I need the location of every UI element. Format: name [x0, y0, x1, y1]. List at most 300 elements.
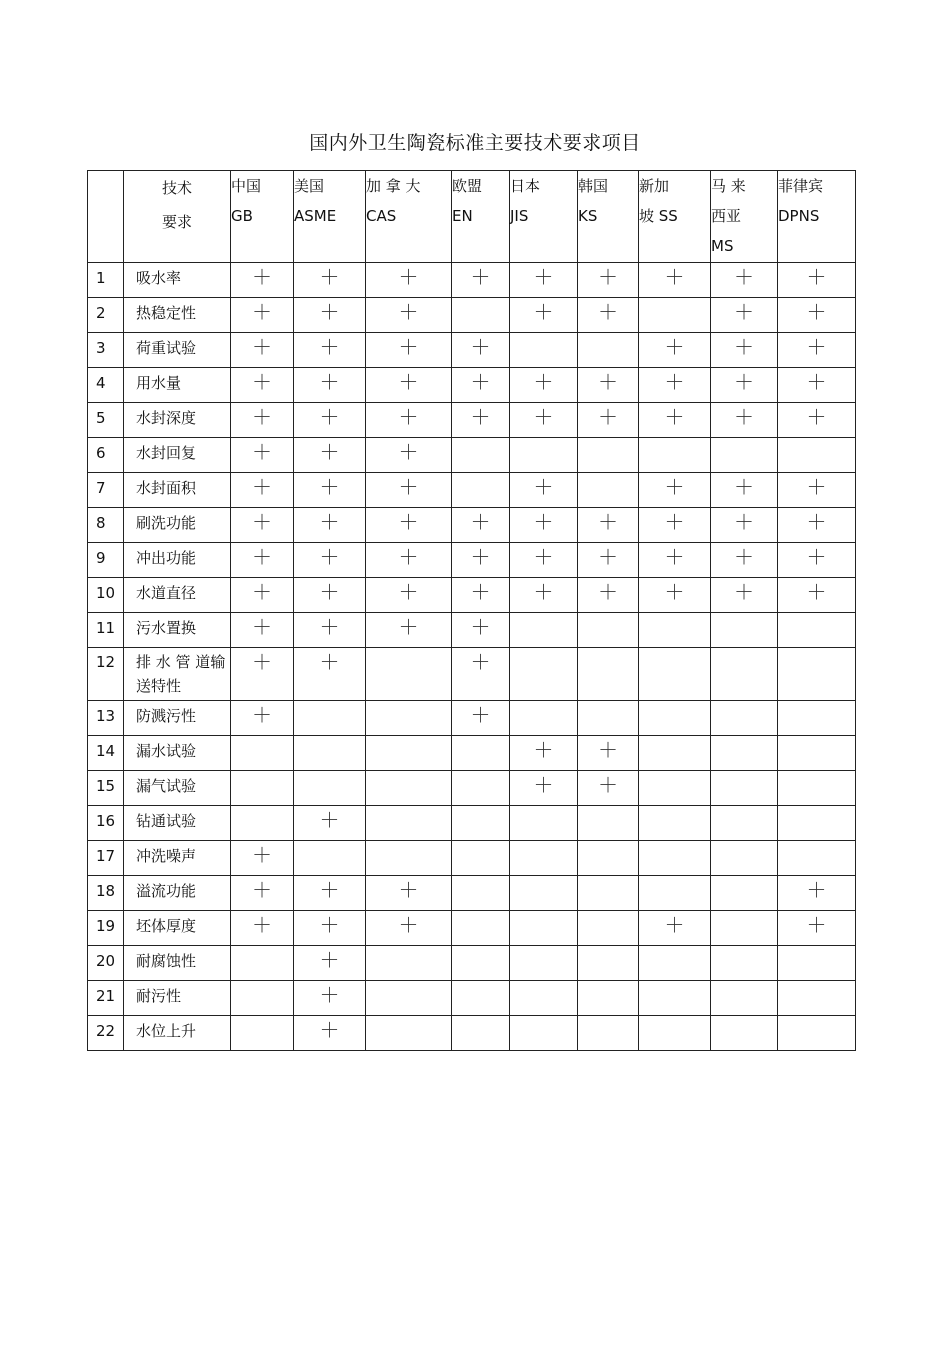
- requirement-mark-cell: [711, 981, 778, 1016]
- requirement-mark-cell: ＋: [711, 403, 778, 438]
- requirement-mark-cell: ＋: [639, 403, 711, 438]
- requirement-mark-cell: [510, 438, 578, 473]
- header-req-line1: 技术: [161, 179, 192, 197]
- row-number: 10: [88, 578, 124, 613]
- row-number: 15: [88, 771, 124, 806]
- standard-country: 菲律宾: [778, 177, 824, 195]
- standard-code: 坡 SS: [639, 207, 678, 225]
- row-number: 12: [88, 648, 124, 701]
- requirement-mark-cell: ＋: [231, 403, 294, 438]
- table-row: [88, 508, 856, 543]
- requirement-mark-cell: [510, 876, 578, 911]
- requirement-mark-cell: ＋: [452, 508, 510, 543]
- requirement-mark-cell: ＋: [366, 508, 452, 543]
- requirement-mark-cell: ＋: [231, 473, 294, 508]
- requirement-mark-cell: ＋: [452, 613, 510, 648]
- requirement-mark-cell: [639, 1016, 711, 1051]
- requirement-mark-cell: ＋: [639, 263, 711, 298]
- requirement-mark-cell: [711, 876, 778, 911]
- requirement-mark-cell: [639, 981, 711, 1016]
- standard-code: KS: [578, 207, 598, 225]
- requirement-mark-cell: [639, 298, 711, 333]
- table-row: [88, 946, 856, 981]
- table-row: [88, 771, 856, 806]
- row-number: 20: [88, 946, 124, 981]
- requirement-mark-cell: ＋: [711, 263, 778, 298]
- table-row: [88, 613, 856, 648]
- requirement-mark-cell: [578, 613, 639, 648]
- requirement-mark-cell: ＋: [639, 368, 711, 403]
- requirement-mark-cell: [510, 946, 578, 981]
- requirement-mark-cell: [778, 946, 856, 981]
- requirement-mark-cell: ＋: [578, 543, 639, 578]
- requirement-mark-cell: ＋: [510, 403, 578, 438]
- requirement-mark-cell: ＋: [778, 298, 856, 333]
- requirement-mark-cell: [452, 1016, 510, 1051]
- requirement-mark-cell: [231, 1016, 294, 1051]
- requirement-mark-cell: [578, 438, 639, 473]
- requirement-mark-cell: [778, 806, 856, 841]
- header-standard-cell: [231, 171, 294, 263]
- requirement-mark-cell: [578, 806, 639, 841]
- requirement-mark-cell: [578, 648, 639, 701]
- header-standard-cell: [639, 171, 711, 263]
- requirement-mark-cell: ＋: [578, 736, 639, 771]
- requirement-mark-cell: ＋: [294, 876, 366, 911]
- requirement-mark-cell: [639, 771, 711, 806]
- requirement-mark-cell: [452, 981, 510, 1016]
- requirement-mark-cell: ＋: [231, 911, 294, 946]
- requirement-mark-cell: [639, 736, 711, 771]
- requirement-mark-cell: [510, 648, 578, 701]
- row-number: 4: [88, 368, 124, 403]
- requirement-mark-cell: [578, 876, 639, 911]
- row-requirement: 水位上升: [124, 1016, 231, 1051]
- requirement-mark-cell: ＋: [578, 263, 639, 298]
- row-number: 6: [88, 438, 124, 473]
- requirement-mark-cell: ＋: [639, 578, 711, 613]
- row-number: 5: [88, 403, 124, 438]
- standard-country: 日本: [510, 177, 541, 195]
- requirement-mark-cell: ＋: [366, 876, 452, 911]
- standard-code: GB: [231, 207, 253, 225]
- table-row: [88, 578, 856, 613]
- requirement-mark-cell: ＋: [231, 578, 294, 613]
- requirement-mark-cell: ＋: [711, 543, 778, 578]
- requirement-mark-cell: ＋: [452, 648, 510, 701]
- requirement-mark-cell: ＋: [778, 368, 856, 403]
- row-requirement: 用水量: [124, 368, 231, 403]
- header-standard-cell: [578, 171, 639, 263]
- requirement-mark-cell: ＋: [231, 841, 294, 876]
- requirement-mark-cell: [231, 771, 294, 806]
- requirement-mark-cell: ＋: [366, 438, 452, 473]
- requirement-mark-cell: ＋: [366, 298, 452, 333]
- row-requirement: 污水置换: [124, 613, 231, 648]
- requirement-mark-cell: [639, 613, 711, 648]
- requirement-mark-cell: [778, 1016, 856, 1051]
- requirement-mark-cell: ＋: [452, 368, 510, 403]
- requirement-mark-cell: ＋: [778, 333, 856, 368]
- requirement-mark-cell: ＋: [294, 543, 366, 578]
- table-row: [88, 473, 856, 508]
- requirement-mark-cell: ＋: [366, 613, 452, 648]
- row-number: 16: [88, 806, 124, 841]
- requirement-mark-cell: ＋: [778, 543, 856, 578]
- requirement-mark-cell: [578, 701, 639, 736]
- requirement-mark-cell: ＋: [231, 508, 294, 543]
- requirement-mark-cell: ＋: [294, 298, 366, 333]
- requirement-mark-cell: ＋: [711, 298, 778, 333]
- requirement-mark-cell: ＋: [366, 473, 452, 508]
- standard-country: 加 拿 大: [366, 177, 421, 195]
- row-requirement: 水道直径: [124, 578, 231, 613]
- requirement-mark-cell: [578, 841, 639, 876]
- requirement-mark-cell: ＋: [452, 263, 510, 298]
- requirement-mark-cell: [510, 841, 578, 876]
- requirement-mark-cell: ＋: [639, 508, 711, 543]
- standard-code-extra: MS: [711, 237, 734, 255]
- row-number: 7: [88, 473, 124, 508]
- requirement-mark-cell: ＋: [578, 578, 639, 613]
- requirement-mark-cell: [778, 648, 856, 701]
- requirement-mark-cell: [452, 946, 510, 981]
- requirement-mark-cell: ＋: [711, 473, 778, 508]
- row-number: 9: [88, 543, 124, 578]
- requirement-mark-cell: ＋: [294, 911, 366, 946]
- requirement-mark-cell: ＋: [578, 403, 639, 438]
- standard-code: ASME: [294, 207, 337, 225]
- requirement-mark-cell: [452, 841, 510, 876]
- requirement-mark-cell: ＋: [452, 543, 510, 578]
- requirement-mark-cell: [711, 613, 778, 648]
- standard-code: EN: [452, 207, 473, 225]
- requirement-mark-cell: ＋: [231, 298, 294, 333]
- requirement-mark-cell: [452, 771, 510, 806]
- requirement-mark-cell: [711, 806, 778, 841]
- header-standard-cell: [452, 171, 510, 263]
- row-number: 22: [88, 1016, 124, 1051]
- table-row: [88, 368, 856, 403]
- requirement-mark-cell: [510, 911, 578, 946]
- row-number: 2: [88, 298, 124, 333]
- row-requirement: 冲洗噪声: [124, 841, 231, 876]
- requirement-mark-cell: ＋: [366, 911, 452, 946]
- requirement-mark-cell: [231, 736, 294, 771]
- requirement-mark-cell: ＋: [510, 473, 578, 508]
- requirement-mark-cell: [294, 841, 366, 876]
- row-requirement: 热稳定性: [124, 298, 231, 333]
- requirement-mark-cell: ＋: [294, 806, 366, 841]
- requirement-mark-cell: ＋: [231, 263, 294, 298]
- requirement-mark-cell: [452, 298, 510, 333]
- requirement-mark-cell: [510, 1016, 578, 1051]
- standards-table: [87, 170, 856, 1051]
- requirement-mark-cell: ＋: [294, 981, 366, 1016]
- requirement-mark-cell: [510, 981, 578, 1016]
- requirement-mark-cell: ＋: [778, 473, 856, 508]
- requirement-mark-cell: ＋: [294, 403, 366, 438]
- requirement-mark-cell: [711, 911, 778, 946]
- table-row: [88, 806, 856, 841]
- requirement-mark-cell: ＋: [510, 543, 578, 578]
- requirement-mark-cell: ＋: [294, 333, 366, 368]
- row-number: 19: [88, 911, 124, 946]
- row-requirement: 水封回复: [124, 438, 231, 473]
- requirement-mark-cell: ＋: [231, 701, 294, 736]
- row-number: 11: [88, 613, 124, 648]
- header-standard-cell: [294, 171, 366, 263]
- table-row: [88, 736, 856, 771]
- requirement-mark-cell: [366, 771, 452, 806]
- requirement-mark-cell: ＋: [778, 508, 856, 543]
- requirement-mark-cell: [578, 911, 639, 946]
- requirement-mark-cell: ＋: [452, 333, 510, 368]
- requirement-mark-cell: ＋: [294, 508, 366, 543]
- requirement-mark-cell: ＋: [294, 578, 366, 613]
- table-row: [88, 298, 856, 333]
- requirement-mark-cell: [510, 806, 578, 841]
- requirement-mark-cell: [294, 736, 366, 771]
- requirement-mark-cell: ＋: [231, 648, 294, 701]
- header-num-cell: [88, 171, 124, 263]
- requirement-mark-cell: ＋: [510, 578, 578, 613]
- requirement-mark-cell: [639, 841, 711, 876]
- requirement-mark-cell: [452, 876, 510, 911]
- header-standard-cell: [366, 171, 452, 263]
- table-row: [88, 263, 856, 298]
- requirement-mark-cell: ＋: [231, 438, 294, 473]
- requirement-mark-cell: ＋: [231, 543, 294, 578]
- requirement-mark-cell: [578, 333, 639, 368]
- standard-code: DPNS: [778, 207, 820, 225]
- requirement-mark-cell: [510, 333, 578, 368]
- requirement-mark-cell: ＋: [778, 263, 856, 298]
- requirement-mark-cell: [578, 473, 639, 508]
- requirement-mark-cell: [639, 648, 711, 701]
- requirement-mark-cell: [578, 981, 639, 1016]
- requirement-mark-cell: [778, 981, 856, 1016]
- requirement-mark-cell: [294, 771, 366, 806]
- requirement-mark-cell: ＋: [639, 543, 711, 578]
- requirement-mark-cell: ＋: [510, 368, 578, 403]
- requirement-mark-cell: [778, 841, 856, 876]
- row-requirement: 水封深度: [124, 403, 231, 438]
- requirement-mark-cell: [366, 946, 452, 981]
- table-row: [88, 841, 856, 876]
- standard-code: CAS: [366, 207, 397, 225]
- requirement-mark-cell: ＋: [778, 876, 856, 911]
- requirement-line1: 排 水 管 道: [136, 653, 211, 671]
- requirement-mark-cell: [711, 736, 778, 771]
- requirement-mark-cell: ＋: [231, 876, 294, 911]
- requirement-mark-cell: [778, 613, 856, 648]
- requirement-mark-cell: [639, 946, 711, 981]
- requirement-mark-cell: [778, 438, 856, 473]
- header-requirement-cell: [124, 171, 231, 263]
- table-row: [88, 701, 856, 736]
- standard-country: 马 来: [711, 177, 746, 195]
- requirement-mark-cell: [366, 701, 452, 736]
- requirement-mark-cell: ＋: [231, 613, 294, 648]
- standard-country: 美国: [294, 177, 325, 195]
- requirement-mark-cell: [711, 438, 778, 473]
- row-number: 18: [88, 876, 124, 911]
- row-requirement: 吸水率: [124, 263, 231, 298]
- row-requirement: [124, 648, 231, 701]
- requirement-mark-cell: [366, 806, 452, 841]
- requirement-mark-cell: ＋: [366, 578, 452, 613]
- requirement-mark-cell: [366, 736, 452, 771]
- row-requirement: 水封面积: [124, 473, 231, 508]
- row-requirement: 防溅污性: [124, 701, 231, 736]
- requirement-mark-cell: ＋: [294, 613, 366, 648]
- requirement-mark-cell: ＋: [452, 701, 510, 736]
- header-standard-cell: [711, 171, 778, 263]
- requirement-mark-cell: ＋: [366, 543, 452, 578]
- requirement-mark-cell: [452, 736, 510, 771]
- table-row: [88, 648, 856, 701]
- requirement-mark-cell: ＋: [639, 473, 711, 508]
- requirement-mark-cell: [231, 946, 294, 981]
- requirement-mark-cell: [366, 981, 452, 1016]
- row-number: 14: [88, 736, 124, 771]
- row-requirement: 刷洗功能: [124, 508, 231, 543]
- table-row: [88, 438, 856, 473]
- requirement-mark-cell: [639, 806, 711, 841]
- requirement-mark-cell: ＋: [510, 508, 578, 543]
- requirement-mark-cell: ＋: [294, 368, 366, 403]
- requirement-mark-cell: [778, 771, 856, 806]
- row-requirement: 耐腐蚀性: [124, 946, 231, 981]
- row-number: 8: [88, 508, 124, 543]
- requirement-mark-cell: ＋: [510, 263, 578, 298]
- row-number: 1: [88, 263, 124, 298]
- requirement-mark-cell: ＋: [778, 578, 856, 613]
- requirement-mark-cell: [452, 438, 510, 473]
- requirement-mark-cell: ＋: [578, 771, 639, 806]
- requirement-mark-cell: [452, 473, 510, 508]
- requirement-mark-cell: ＋: [510, 771, 578, 806]
- requirement-mark-cell: ＋: [778, 403, 856, 438]
- requirement-mark-cell: ＋: [778, 911, 856, 946]
- requirement-mark-cell: ＋: [578, 368, 639, 403]
- requirement-mark-cell: ＋: [711, 578, 778, 613]
- requirement-mark-cell: ＋: [366, 403, 452, 438]
- requirement-mark-cell: [711, 841, 778, 876]
- requirement-mark-cell: [294, 701, 366, 736]
- requirement-mark-cell: ＋: [711, 368, 778, 403]
- requirement-mark-cell: [639, 701, 711, 736]
- requirement-mark-cell: ＋: [294, 263, 366, 298]
- requirement-mark-cell: [366, 841, 452, 876]
- requirement-mark-cell: [452, 806, 510, 841]
- requirement-mark-cell: ＋: [510, 736, 578, 771]
- requirement-mark-cell: ＋: [578, 298, 639, 333]
- requirement-mark-cell: [639, 876, 711, 911]
- page-title: 国内外卫生陶瓷标准主要技术要求项目: [309, 132, 641, 154]
- table-row: [88, 981, 856, 1016]
- row-requirement: 漏气试验: [124, 771, 231, 806]
- header-req-line2: 要求: [161, 213, 192, 231]
- row-requirement: 钻通试验: [124, 806, 231, 841]
- header-standard-cell: [510, 171, 578, 263]
- requirement-mark-cell: ＋: [294, 438, 366, 473]
- row-number: 3: [88, 333, 124, 368]
- requirement-mark-cell: [711, 1016, 778, 1051]
- standard-code: JIS: [510, 207, 529, 225]
- requirement-mark-cell: [711, 771, 778, 806]
- table-row: [88, 543, 856, 578]
- requirement-mark-cell: ＋: [366, 333, 452, 368]
- requirement-mark-cell: ＋: [452, 578, 510, 613]
- requirement-mark-cell: [711, 946, 778, 981]
- requirement-mark-cell: [452, 911, 510, 946]
- row-requirement: 荷重试验: [124, 333, 231, 368]
- requirement-mark-cell: ＋: [366, 368, 452, 403]
- requirement-mark-cell: [366, 1016, 452, 1051]
- requirement-mark-cell: ＋: [711, 333, 778, 368]
- standard-country: 中国: [231, 177, 262, 195]
- row-requirement: 耐污性: [124, 981, 231, 1016]
- row-requirement: 漏水试验: [124, 736, 231, 771]
- row-number: 13: [88, 701, 124, 736]
- row-requirement: 溢流功能: [124, 876, 231, 911]
- requirement-mark-cell: [778, 701, 856, 736]
- requirement-mark-cell: ＋: [294, 946, 366, 981]
- requirement-mark-cell: ＋: [231, 333, 294, 368]
- requirement-mark-cell: [778, 736, 856, 771]
- header-standard-cell: [778, 171, 856, 263]
- row-number: 21: [88, 981, 124, 1016]
- requirement-mark-cell: ＋: [711, 508, 778, 543]
- requirement-mark-cell: [231, 981, 294, 1016]
- requirement-mark-cell: ＋: [231, 368, 294, 403]
- row-number: 17: [88, 841, 124, 876]
- standard-country: 韩国: [578, 177, 609, 195]
- requirement-mark-cell: ＋: [510, 298, 578, 333]
- requirement-mark-cell: ＋: [294, 473, 366, 508]
- table-row: [88, 403, 856, 438]
- requirement-mark-cell: ＋: [578, 508, 639, 543]
- row-requirement: 坯体厚度: [124, 911, 231, 946]
- requirement-mark-cell: ＋: [639, 333, 711, 368]
- requirement-mark-cell: [231, 806, 294, 841]
- requirement-mark-cell: ＋: [452, 403, 510, 438]
- requirement-mark-cell: ＋: [639, 911, 711, 946]
- requirement-mark-cell: [510, 613, 578, 648]
- standard-code: 西亚: [711, 207, 742, 225]
- table-row: [88, 1016, 856, 1051]
- standard-country: 欧盟: [452, 177, 483, 195]
- requirement-mark-cell: ＋: [294, 1016, 366, 1051]
- requirement-mark-cell: ＋: [366, 263, 452, 298]
- requirement-mark-cell: [711, 701, 778, 736]
- requirement-mark-cell: [366, 648, 452, 701]
- row-requirement: 冲出功能: [124, 543, 231, 578]
- requirement-mark-cell: ＋: [294, 648, 366, 701]
- requirement-mark-cell: [578, 946, 639, 981]
- requirement-mark-cell: [578, 1016, 639, 1051]
- requirement-mark-cell: [711, 648, 778, 701]
- table-row: [88, 333, 856, 368]
- requirement-line2: 输送特性: [136, 653, 226, 695]
- requirement-mark-cell: [510, 701, 578, 736]
- requirement-mark-cell: [639, 438, 711, 473]
- standard-country: 新加: [639, 177, 670, 195]
- table-row: [88, 876, 856, 911]
- table-row: [88, 911, 856, 946]
